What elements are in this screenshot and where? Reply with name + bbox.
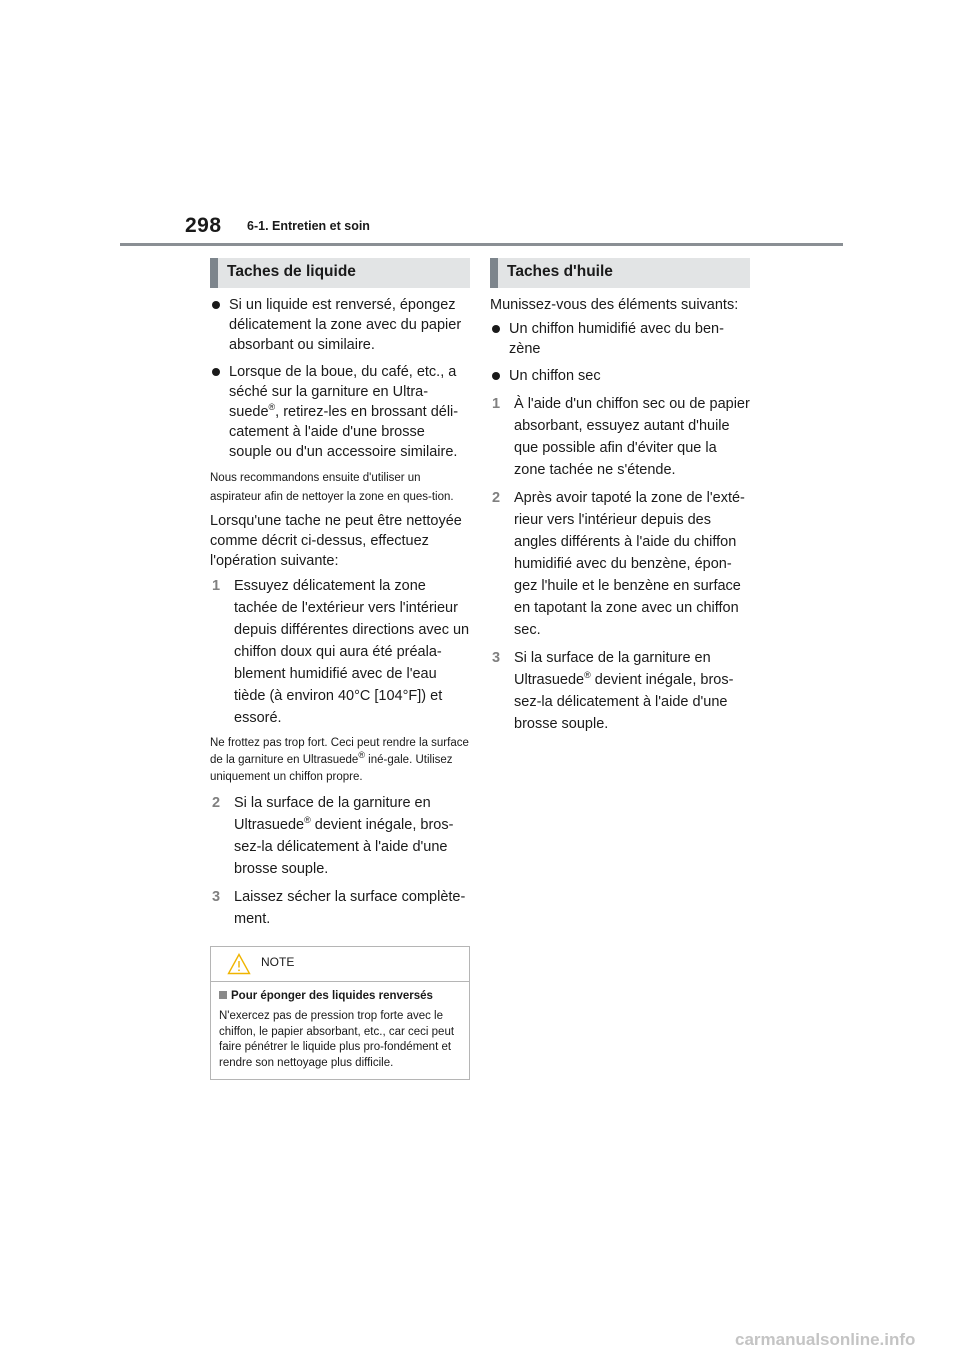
bullet-text: Un chiffon sec	[509, 368, 601, 384]
step-number: 1	[492, 396, 501, 412]
registered-mark: ®	[358, 750, 365, 761]
step-text: Si la surface de la garniture en Ultrasuede	[234, 795, 431, 833]
step-item	[210, 792, 470, 880]
left-column	[210, 258, 470, 1080]
step-text: devient inégale, bros-sez-la délicatement à l'aide d'une brosse souple.	[234, 817, 454, 877]
bullet-text: Si un liquide est renversé, épongez délicatement la zone avec du papier absorbant ou similaire.	[229, 297, 462, 353]
step-item	[490, 487, 750, 641]
bullet-text: Lorsque de la boue, du café, etc., a séché sur la garniture en Ultra-suede	[229, 364, 457, 420]
section-title: 6-1. Entretien et soin	[247, 219, 370, 233]
body-text: Munissez-vous des éléments suivants:	[490, 297, 739, 313]
step-number: 2	[492, 490, 501, 506]
bullet-dot-icon	[492, 325, 500, 333]
registered-mark: ®	[304, 815, 311, 826]
info-text-part: Ne frottez pas trop fort. Ceci peut rendre la surface de la garniture en Ultrasuede	[210, 737, 469, 766]
right-column	[490, 258, 750, 741]
registered-mark: ®	[584, 670, 591, 681]
square-bullet-icon	[219, 991, 227, 999]
bullet-text: , retirez-les en brossant déli-catement à l'aide d'une brosse souple ou d'un accessoire similaire.	[229, 404, 459, 460]
step-item	[210, 886, 470, 930]
note-box	[210, 946, 470, 1080]
step-item	[490, 647, 750, 735]
bullet-item	[210, 295, 470, 355]
bullet-dot-icon	[212, 368, 220, 376]
heading-oil-stains: Taches d'huile	[490, 258, 750, 288]
info-text	[210, 735, 470, 786]
step-number: 3	[212, 889, 221, 905]
step-text: À l'aide d'un chiffon sec ou de papier absorbant, essuyez autant d'huile que possible afin d'éviter que la zone tachée ne s'étende.	[514, 396, 750, 478]
step-text: Après avoir tapoté la zone de l'exté-rieur vers l'intérieur depuis des angles différents à l'aide du chiffon humidifié avec du benzène, épon-gez l'huile et le benzène en surface en tapotant la zone avec un chiffon sec.	[514, 490, 745, 638]
header-rule	[120, 243, 843, 246]
registered-mark: ®	[268, 402, 276, 413]
bullet-item	[490, 319, 750, 359]
note-subheading-text: Pour éponger des liquides renversés	[231, 990, 433, 1002]
bullet-text: Un chiffon humidifié avec du ben-zène	[509, 321, 724, 357]
step-item	[210, 575, 470, 729]
note-header	[211, 947, 469, 982]
page-number: 298	[185, 214, 222, 237]
step-text: devient inégale, bros-sez-la délicatement à l'aide d'une brosse souple.	[514, 672, 734, 732]
bullet-item	[490, 366, 750, 386]
warning-triangle-icon	[227, 953, 251, 975]
step-text: Laissez sécher la surface complète-ment.	[234, 889, 466, 927]
step-number: 2	[212, 795, 221, 811]
step-item	[490, 393, 750, 481]
note-text: N'exercez pas de pression trop forte avec le chiffon, le papier absorbant, etc., car ceci peut faire pénétrer le liquide plus pro-fondément et rendre son nettoyage plus difficile.	[219, 1010, 455, 1069]
step-text: Si la surface de la garniture en Ultrasuede	[514, 650, 711, 688]
info-text: Nous recommandons ensuite d'utiliser un aspirateur afin de nettoyer la zone en ques-tion.	[210, 472, 454, 503]
body-text: Lorsqu'une tache ne peut être nettoyée comme décrit ci-dessus, effectuez l'opération suivante:	[210, 513, 462, 569]
heading-liquid-stains: Taches de liquide	[210, 258, 470, 288]
bullet-dot-icon	[492, 372, 500, 380]
step-text: Essuyez délicatement la zone tachée de l'extérieur vers l'intérieur depuis différentes directions avec un chiffon doux qui aura été préala-blement humidifié avec de l'eau tiède (à environ 40°C [104°F]) et essoré.	[234, 578, 470, 726]
note-body	[211, 982, 469, 1079]
note-subheading	[219, 988, 461, 1004]
watermark-text: carmanualsonline.info	[735, 1330, 916, 1349]
note-label: NOTE	[261, 955, 295, 969]
info-text-part: iné-gale. Utilisez uniquement un chiffon propre.	[210, 754, 453, 783]
bullet-dot-icon	[212, 301, 220, 309]
step-number: 1	[212, 578, 221, 594]
step-number: 3	[492, 650, 501, 666]
bullet-item	[210, 362, 470, 462]
